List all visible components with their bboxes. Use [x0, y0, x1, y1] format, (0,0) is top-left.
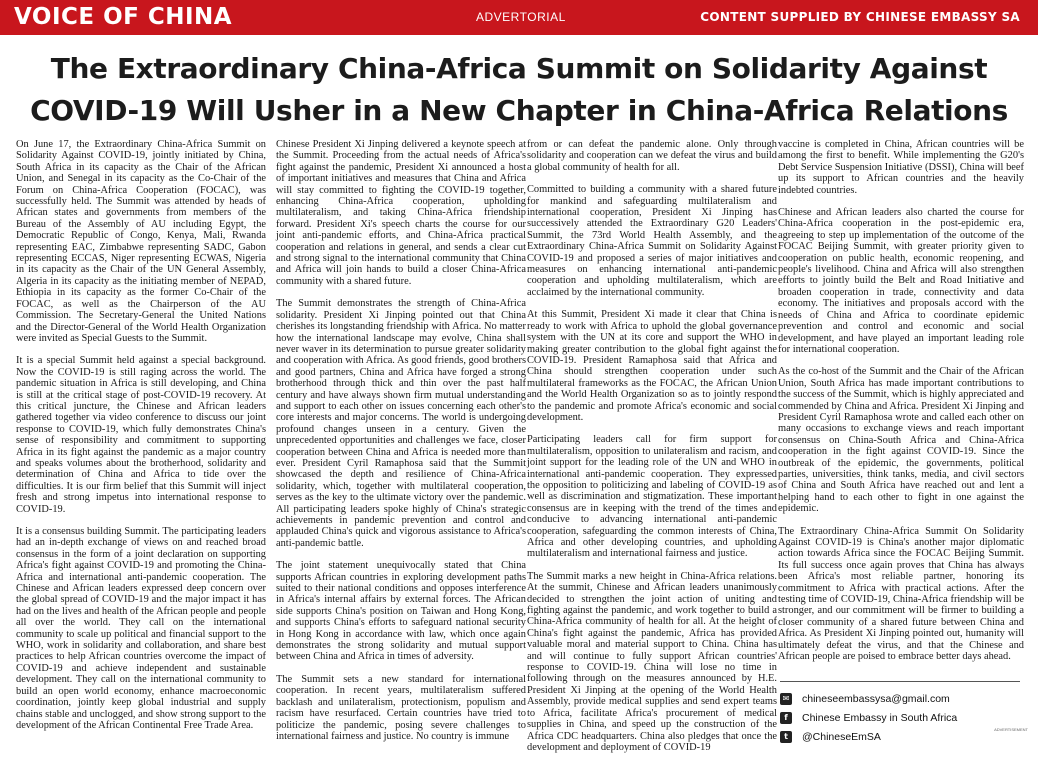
paragraph: The Extraordinary China-Africa Summit On Solidarity Against COVID-19 is China's another major diplomatic action towards Africa since the FOCAC Beijing Summit. Its full success once again proves that China has always been Africa's most reliable partner, honoring its commitment to Africa with practical actions. After the testing time of COVID-19, China-Africa friendship will be stronger, and our commitment will be firmer to building a closer community of a shared future between China and Africa. As President Xi Jinping pointed out, humanity will ultimately defeat the virus, and that the Chinese and African people are poised to embrace better days ahead.: [778, 525, 1024, 663]
paragraph: At this Summit, President Xi made it clear that China is ready to work with Africa to uphold the global governance system with the UN at its core and support the WHO in making greater contribution to the global fight against the COVID-19. President Ramaphosa said that Africa and China should strengthen cooperation under such multilateral frameworks as the FOCAC, the African Union and the World Health Organization so as to jointly respond to the pandemic and promote Africa's economic and social development.: [527, 309, 777, 423]
twitter-icon: t: [780, 731, 792, 743]
paragraph: The Summit sets a new standard for international cooperation. In recent years, multilateralism suffered backlash and unilateralism, protectionism, populism and racism have resurfaced. Certain countries have tried to politicize the pandemic, posing severe challenges to international fairness and justice. No country is immune: [276, 673, 526, 742]
contact-twitter[interactable]: [780, 727, 1020, 746]
paragraph: It is a consensus building Summit. The participating leaders had an in-depth exchange of views on and reached broad consensus in the form of a joint declaration on supporting Africa's fight against COVID-19 and promoting the China-Africa and international anti-pandemic cooperation. The Chinese and African leaders expressed deep concern over the global spread of COVID-19 and the major impact it has had on the lives and health of the African people and people all over the world. They call on the international community to scale up political and financial support to the WHO, work in solidarity and collaboration, and share best practices to help African countries overcome the impact of COVID-19 and achieve independent and sustainable development. They call on the international community to build an open world economy, enhance macroeconomic coordination, jointly keep global industrial and supply chains stable and unclogged, and show strong support to the development of the African Continental Free Trade Area.: [16, 526, 266, 731]
paragraph: The Summit demonstrates the strength of China-Africa solidarity. President Xi Jinping pointed out that China cherishes its longstanding friendship with Africa. No matter how the international landscape may evolve, China shall never waver in its determination to pursue greater solidarity and cooperation with Africa. As good friends, good brothers and good partners, China and Africa have forged a strong brotherhood through thick and thin over the past half century and have always shown firm mutual understanding and support to each other on issues concerning each other's core interests and major concerns. The world is undergoing profound changes unseen in a century. Given the unprecedented opportunities and challenges we face, closer cooperation between China and Africa is needed more than ever. President Cyril Ramaphosa said that the Summit showcased the depth and resilience of China-Africa solidarity, which, together with multilateral cooperation, serves as the key to the ultimate victory over the pandemic. All participating leaders spoke highly of China's strategic achievements in pandemic prevention and control and applauded China's quick and vigorous assistance to Africa's anti-pandemic battle.: [276, 298, 526, 549]
facebook-icon: f: [780, 712, 792, 724]
headline: [0, 48, 1038, 132]
headline-line-1: The Extraordinary China-Africa Summit on Solidarity Against: [50, 52, 988, 85]
article-column-3: [527, 139, 777, 764]
article-column-2: [276, 139, 526, 753]
paragraph: The Summit marks a new height in China-Africa relations. At the summit, Chinese and African leaders unanimously decided to strengthen the joint action of uniting and fighting against the pandemic, and work together to build a China-Africa community of health for all. At the height of China's fight against the pandemic, Africa has provided valuable moral and material support to China. China has and will continue to fully support African countries' response to COVID-19. China will lose no time in following through on the measures announced by H.E. President Xi Jinping at the opening of the World Health Assembly, provide medical supplies and send expert teams to Africa, facilitate Africa's procurement of medical supplies in China, and speed up the construction of the Africa CDC headquarters. China also pledges that once the development and deployment of COVID-19: [527, 570, 777, 753]
paragraph: Chinese President Xi Jinping delivered a keynote speech at the Summit. Proceeding from the actual needs of Africa's fight against the pandemic, President Xi announced a host of important initiatives and measures that China and Africa will stay committed to fighting the COVID-19 together, enhancing China-Africa cooperation, upholding multilateralism, and taking China-Africa friendship forward. President Xi's speech charts the course for our joint anti-pandemic efforts, and China-Africa practical cooperation and relations in general, and sends a clear cut and strong signal to the international community that China and Africa will join hands to build a closer China-Africa community with a shared future.: [276, 139, 526, 287]
paragraph: Participating leaders call for firm support for multilateralism, opposition to unilateralism and racism, and joint support for the leading role of the UN and WHO in international anti-pandemic cooperation. They expressed the opposition to politicizing and labeling of COVID-19 as well as discrimination and stigmatization. These important consensus are in keeping with the trend of the times and conducive to advancing international anti-pandemic cooperation, safeguarding the common interests of China, Africa and other developing countries, and upholding multilateralism and international fairness and justice.: [527, 434, 777, 560]
paragraph: The joint statement unequivocally stated that China supports African countries in exploring development paths suited to their national conditions and opposes interference in Africa's internal affairs by external forces. The African side supports China's position on Taiwan and Hong Kong, and supports China's efforts to safeguard national security in Hong Kong in accordance with law, which once again demonstrates the strong solidarity and mutual support between China and Africa in times of adversity.: [276, 560, 526, 663]
headline-line-2: COVID-19 Will Usher in a New Chapter in China-Africa Relations: [30, 94, 1008, 127]
brand-title: VOICE OF CHINA: [14, 4, 233, 30]
contact-facebook[interactable]: [780, 708, 1020, 727]
article-column-4: [778, 139, 1024, 673]
paragraph: Chinese and African leaders also charted the course for China-Africa cooperation in the post-epidemic era, agreeing to step up implementation of the outcome of the FOCAC Beijing Summit, with greater priority given to cooperation on public health, economic reopening, and people's livelihood. China and Africa will also strengthen efforts to jointly build the Belt and Road Initiative and broaden cooperation in trade, connectivity and data economy. The initiatives and proposals accord with the needs of China and Africa to coordinate epidemic prevention and control and economic and social development, and have played an important leading role for international cooperation.: [778, 207, 1024, 355]
contact-twitter-text[interactable]: @ChineseEmSA: [802, 730, 881, 743]
paragraph: It is a special Summit held against a special background. Now the COVID-19 is still raging across the world. The pandemic situation in Africa is still developing, and China is still at the critical stage of post-COVID-19 recovery. At this critical juncture, the Chinese and African leaders gathered together via video conference to discuss our joint response to COVID-19, which fully demonstrates China's sense of responsibility and commitment to supporting Africa in its fight against the pandemic as a major country and speaks volumes about the brotherhood, solidarity and determination of China and Africa to tide over the difficulties. It is our firm belief that this Summit will inject fresh and strong impetus into international response to COVID-19.: [16, 355, 266, 515]
advertisement-tag: ADVERTISEMENT: [994, 727, 1028, 732]
supplier-credit: CONTENT SUPPLIED BY CHINESE EMBASSY SA: [700, 10, 1020, 24]
contact-email-text[interactable]: chineseembassysa@gmail.com: [802, 692, 950, 705]
article-column-1: [16, 139, 266, 742]
paragraph: As the co-host of the Summit and the Chair of the African Union, South Africa has made important contributions to the success of the Summit, which is highly appreciated and commended by China and Africa. President Xi Jinping and President Cyril Ramaphosa wrote and called each other on many occasions to exchange views and reach important consensus on China-South Africa and China-Africa cooperation in the fight against COVID-19. Since the outbreak of the epidemic, the governments, political parties, universities, think tanks, media, and civil sectors of China and South Africa have reached out and lent a helping hand to each other to fight in one against the epidemic.: [778, 366, 1024, 515]
contact-block: [780, 681, 1020, 746]
paragraph: On June 17, the Extraordinary China-Africa Summit on Solidarity Against COVID-19, jointly initiated by China, South Africa in its capacity as the Chair of the African Union, and Senegal in its capacity as the Co-Chair of the Forum on China-Africa Cooperation (FOCAC), was successfully held. The Summit was attended by heads of African states and governments from members of the Bureau of the Assembly of AU including Egypt, the Democratic Republic of Congo, Kenya, Mali, Rwanda representing EAC, Zimbabwe representing SADC, Gabon representing ECCAS, Niger representing ECWAS, Nigeria in its capacity as the Chair of the UN General Assembly, Algeria in its capacity as the initiating member of NEPAD, Ethiopia in its capacity as the former Co-Chair of the FOCAC, as well as the Chairperson of the AU Commission. The Secretary-General the United Nations and the Director-General of the World Health Organization were invited as Special Guests to the Summit.: [16, 139, 266, 344]
paragraph: from or can defeat the pandemic alone. Only through solidarity and cooperation can we defeat the virus and build a global community of health for all.: [527, 139, 777, 173]
paragraph: vaccine is completed in China, African countries will be among the first to benefit. While implementing the G20's Debt Service Suspension Initiative (DSSI), China will beef up its support to African countries and the heavily indebted countries.: [778, 139, 1024, 196]
contact-facebook-text[interactable]: Chinese Embassy in South Africa: [802, 711, 958, 724]
contact-email[interactable]: [780, 689, 1020, 708]
header-bar: [0, 0, 1038, 35]
paragraph: Committed to building a community with a shared future for mankind and safeguarding multilateralism and international cooperation, President Xi Jinping has successively attended the Extraordinary G20 Leaders' Summit, the 73rd World Health Assembly, and the Extraordinary China-Africa Summit on Solidarity Against COVID-19 and proposed a series of major initiatives and measures on enhancing international anti-pandemic cooperation and upholding multilateralism, which are acclaimed by the international community.: [527, 184, 777, 298]
email-icon: ✉: [780, 693, 792, 705]
section-label: ADVERTORIAL: [476, 10, 566, 24]
